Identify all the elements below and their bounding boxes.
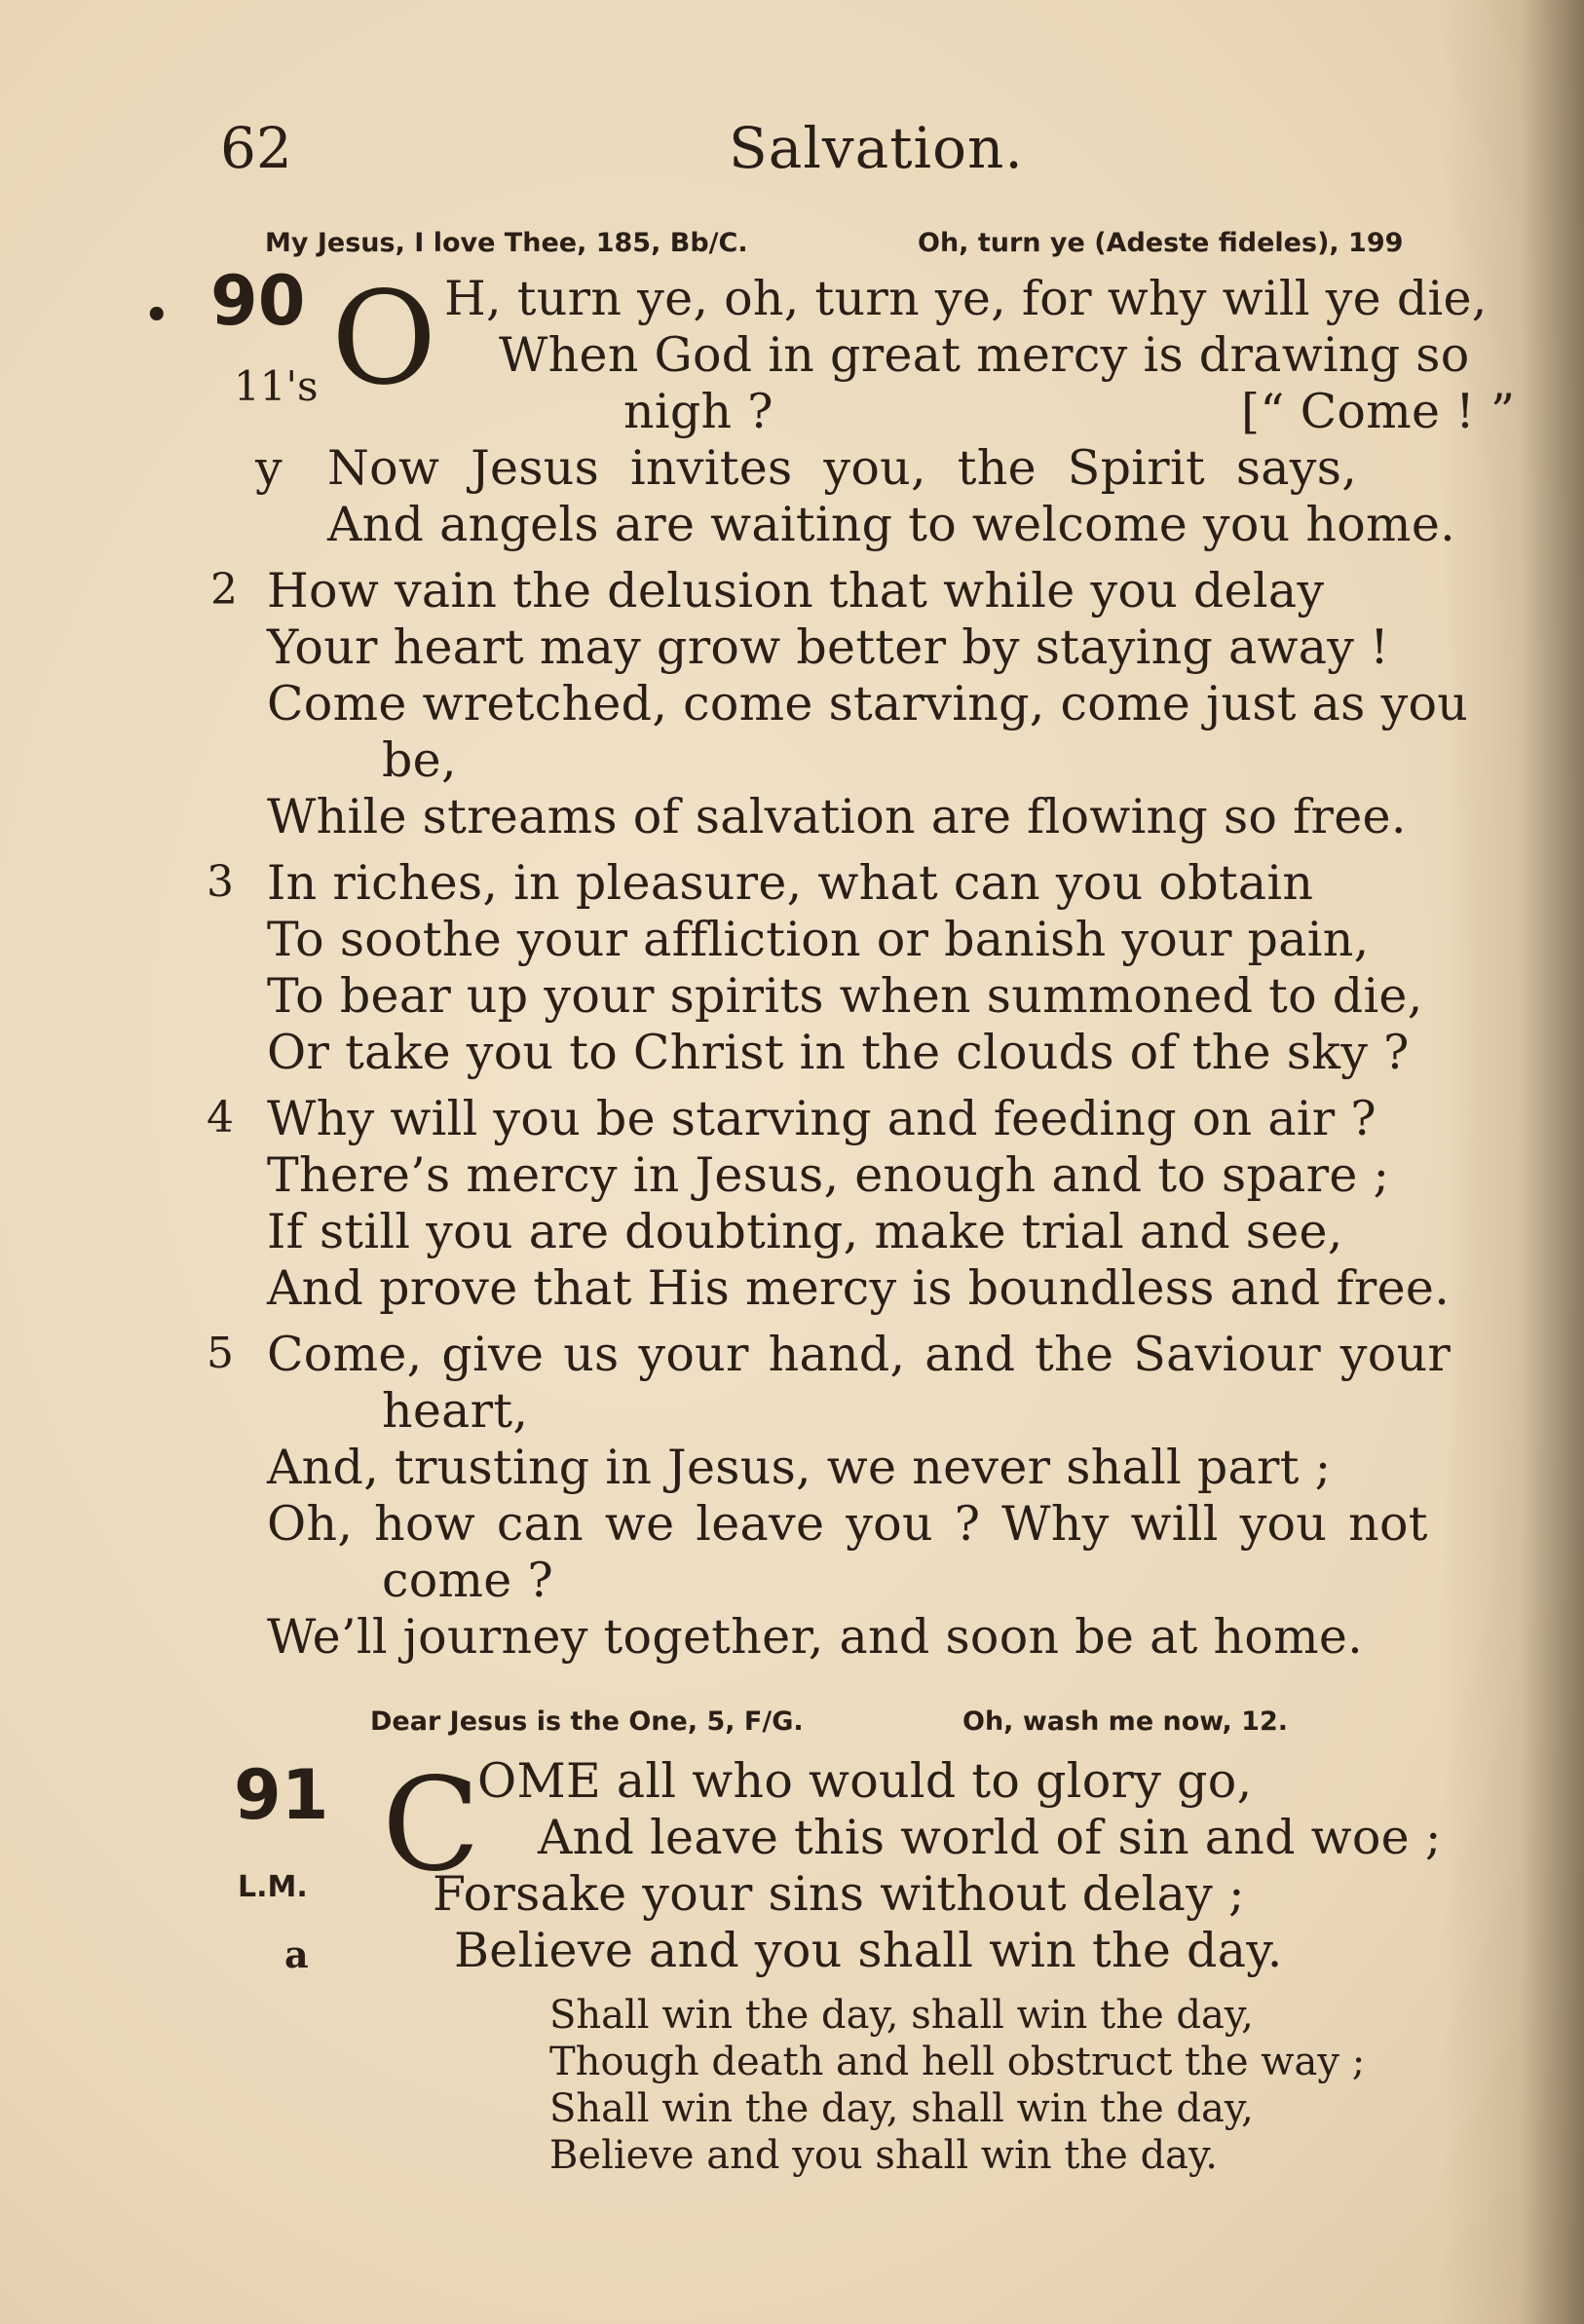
- verse-line: Forsake your sins without delay ;: [433, 1866, 1245, 1922]
- verse-line: be,: [382, 732, 457, 788]
- hymn-number: 91: [234, 1755, 329, 1835]
- verse-number: 5: [207, 1329, 234, 1378]
- page-title: Salvation.: [729, 115, 1024, 181]
- chorus-line: Shall win the day, shall win the day,: [549, 1993, 1254, 2038]
- verse-number: 3: [207, 857, 234, 907]
- verse-line: And angels are waiting to welcome you home.: [327, 497, 1455, 552]
- verse-line: To soothe your affliction or banish your pain,: [267, 912, 1370, 967]
- verse-line: nigh ?: [623, 384, 773, 439]
- verse-line: Your heart may grow better by staying away !: [267, 619, 1390, 675]
- tune-reference-left: Dear Jesus is the One, 5, F/G.: [370, 1706, 804, 1737]
- verse-line: We’ll journey together, and soon be at home.: [267, 1609, 1364, 1665]
- verse-line: Believe and you shall win the day.: [454, 1923, 1283, 1978]
- verse-line: When God in great mercy is drawing so: [499, 327, 1470, 383]
- tune-reference-right: Oh, wash me now, 12.: [962, 1706, 1289, 1737]
- drop-cap: C: [382, 1750, 480, 1900]
- verse-line: To bear up your spirits when summoned to die,: [267, 968, 1423, 1024]
- verse-line: And, trusting in Jesus, we never shall part ;: [267, 1440, 1332, 1495]
- verse-line: Oh, how can we leave you ? Why will you not: [267, 1496, 1428, 1552]
- verse-line: Or take you to Christ in the clouds of the sky ?: [267, 1025, 1410, 1080]
- verse-line: And leave this world of sin and woe ;: [538, 1810, 1442, 1865]
- verse-line: There’s mercy in Jesus, enough and to spare ;: [267, 1147, 1390, 1203]
- chorus-line: Though death and hell obstruct the way ;: [549, 2040, 1366, 2084]
- key-letter: a: [284, 1932, 309, 1976]
- tune-reference-left: My Jesus, I love Thee, 185, Bb/C.: [265, 228, 748, 258]
- verse-number: 2: [210, 565, 238, 615]
- verse-line: Come wretched, come starving, come just as you: [267, 676, 1469, 731]
- verse-line: Come, give us your hand, and the Saviour your: [267, 1327, 1452, 1382]
- hymn-meter: L.M.: [238, 1870, 308, 1904]
- chorus-line: Believe and you shall win the day.: [549, 2133, 1219, 2178]
- verse-line: Now Jesus invites you, the Spirit says,: [327, 440, 1358, 496]
- verse-line: Why will you be starving and feeding on air ?: [267, 1091, 1377, 1146]
- verse-line: H, turn ye, oh, turn ye, for why will ye die,: [444, 271, 1488, 326]
- hymn-meter: 11's: [234, 362, 319, 410]
- verse-line: And prove that His mercy is boundless and free.: [267, 1260, 1451, 1316]
- key-letter: y: [255, 440, 283, 496]
- margin-dot: •: [144, 292, 170, 338]
- tune-reference-right: Oh, turn ye (Adeste fideles), 199: [918, 228, 1404, 258]
- verse-line: [“ Come ! ”: [1241, 384, 1516, 439]
- hymn-number: 90: [210, 261, 306, 341]
- verse-line: In riches, in pleasure, what can you obtain: [267, 855, 1314, 911]
- verse-line: come ?: [382, 1553, 554, 1608]
- verse-line: While streams of salvation are flowing so free.: [267, 789, 1407, 844]
- drop-cap: O: [331, 264, 437, 414]
- verse-line: How vain the delusion that while you delay: [267, 563, 1325, 618]
- page-number: 62: [220, 115, 292, 181]
- verse-line: heart,: [382, 1383, 529, 1439]
- verse-line: If still you are doubting, make trial and see,: [267, 1204, 1343, 1259]
- verse-line: OME all who would to glory go,: [477, 1753, 1253, 1809]
- verse-number: 4: [207, 1093, 234, 1143]
- chorus-line: Shall win the day, shall win the day,: [549, 2086, 1254, 2131]
